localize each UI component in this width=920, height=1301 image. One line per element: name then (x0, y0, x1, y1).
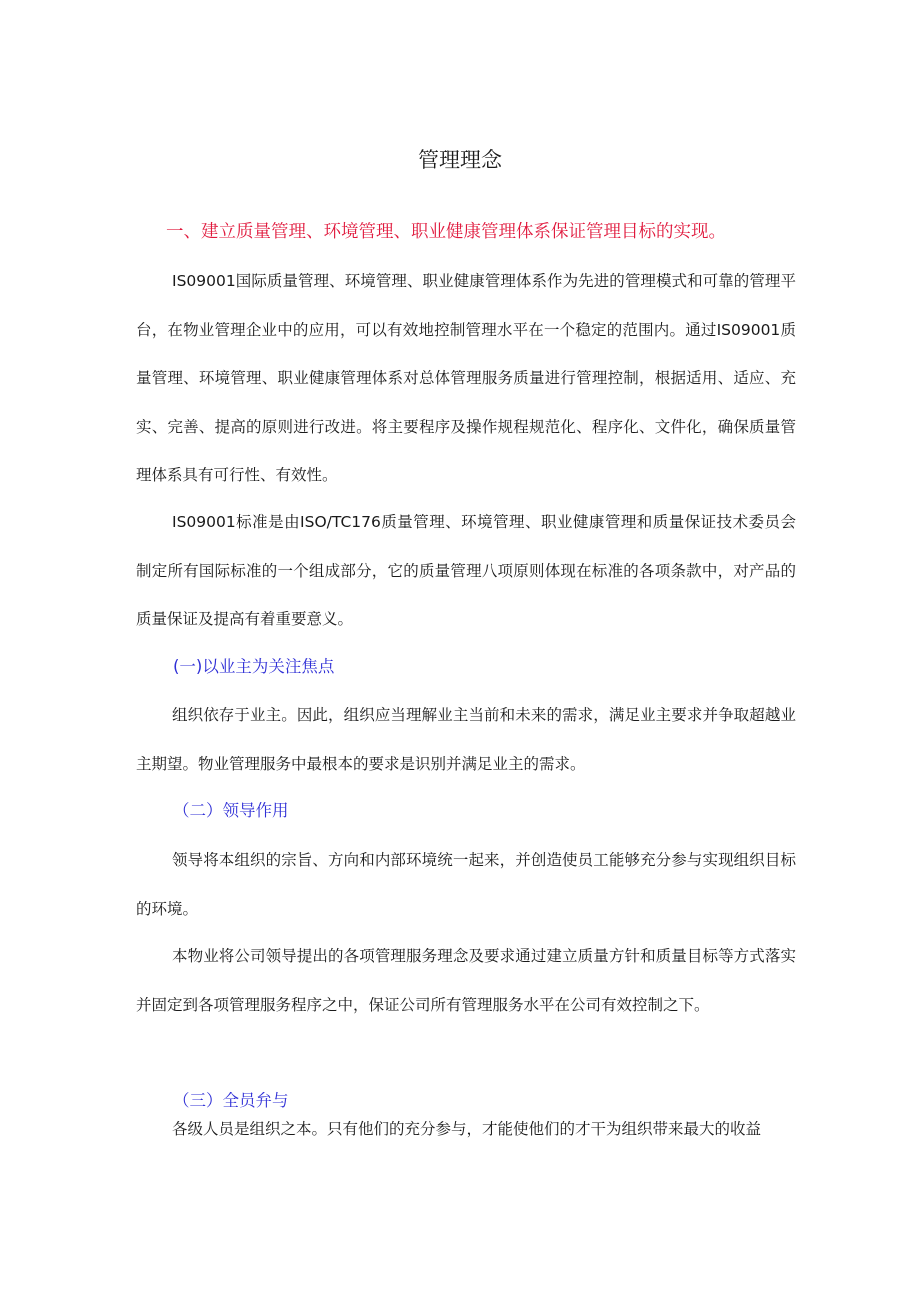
paragraph-leadership-implementation: 本物业将公司领导提出的各项管理服务理念及要求通过建立质量方针和质量目标等方式落实并固定到各项管理服务程序之中，保证公司所有管理服务水平在公司有效控制之下。 (136, 947, 796, 1014)
page-title: 管理理念 (418, 148, 502, 172)
paragraph-involvement: 各级人员是组织之本。只有他们的充分参与，才能使他们的才干为组织带来最大的收益 (172, 1120, 762, 1138)
sub-heading-leadership: （二）领导作用 (173, 801, 289, 820)
paragraph-customer-focus: 组织依存于业主。因此，组织应当理解业主当前和未来的需求，满足业主要求并争取超越业主期望。物业管理服务中最根本的要求是识别并满足业主的需求。 (136, 706, 796, 773)
section-heading-1: 一、建立质量管理、环境管理、职业健康管理体系保证管理目标的实现。 (166, 222, 726, 242)
sub-heading-customer-focus: (一)以业主为关注焦点 (173, 657, 335, 676)
sub-heading-involvement: （三）全员弁与 (173, 1091, 289, 1110)
paragraph-iso-standard: IS09001标准是由ISO/TC176质量管理、环境管理、职业健康管理和质量保证技术委员会制定所有国际标准的一个组成部分，它的质量管理八项原则体现在标准的各项条款中，对产品的质量保证及提高有着重要意义。 (136, 513, 796, 629)
paragraph-leadership: 领导将本组织的宗旨、方向和内部环境统一起来，并创造使员工能够充分参与实现组织目标的环境。 (136, 851, 796, 918)
paragraph-iso-intro: IS09001国际质量管理、环境管理、职业健康管理体系作为先进的管理模式和可靠的管理平台，在物业管理企业中的应用，可以有效地控制管理水平在一个稳定的范围内。通过IS09001质量管理、环境管理、职业健康管理体系对总体管理服务质量进行管理控制，根据适用、适应、充实、完善、提高的原则进行改进。将主要程序及操作规程规范化、程序化、文件化，确保质量管理体系具有可行性、有效性。 (136, 272, 796, 485)
